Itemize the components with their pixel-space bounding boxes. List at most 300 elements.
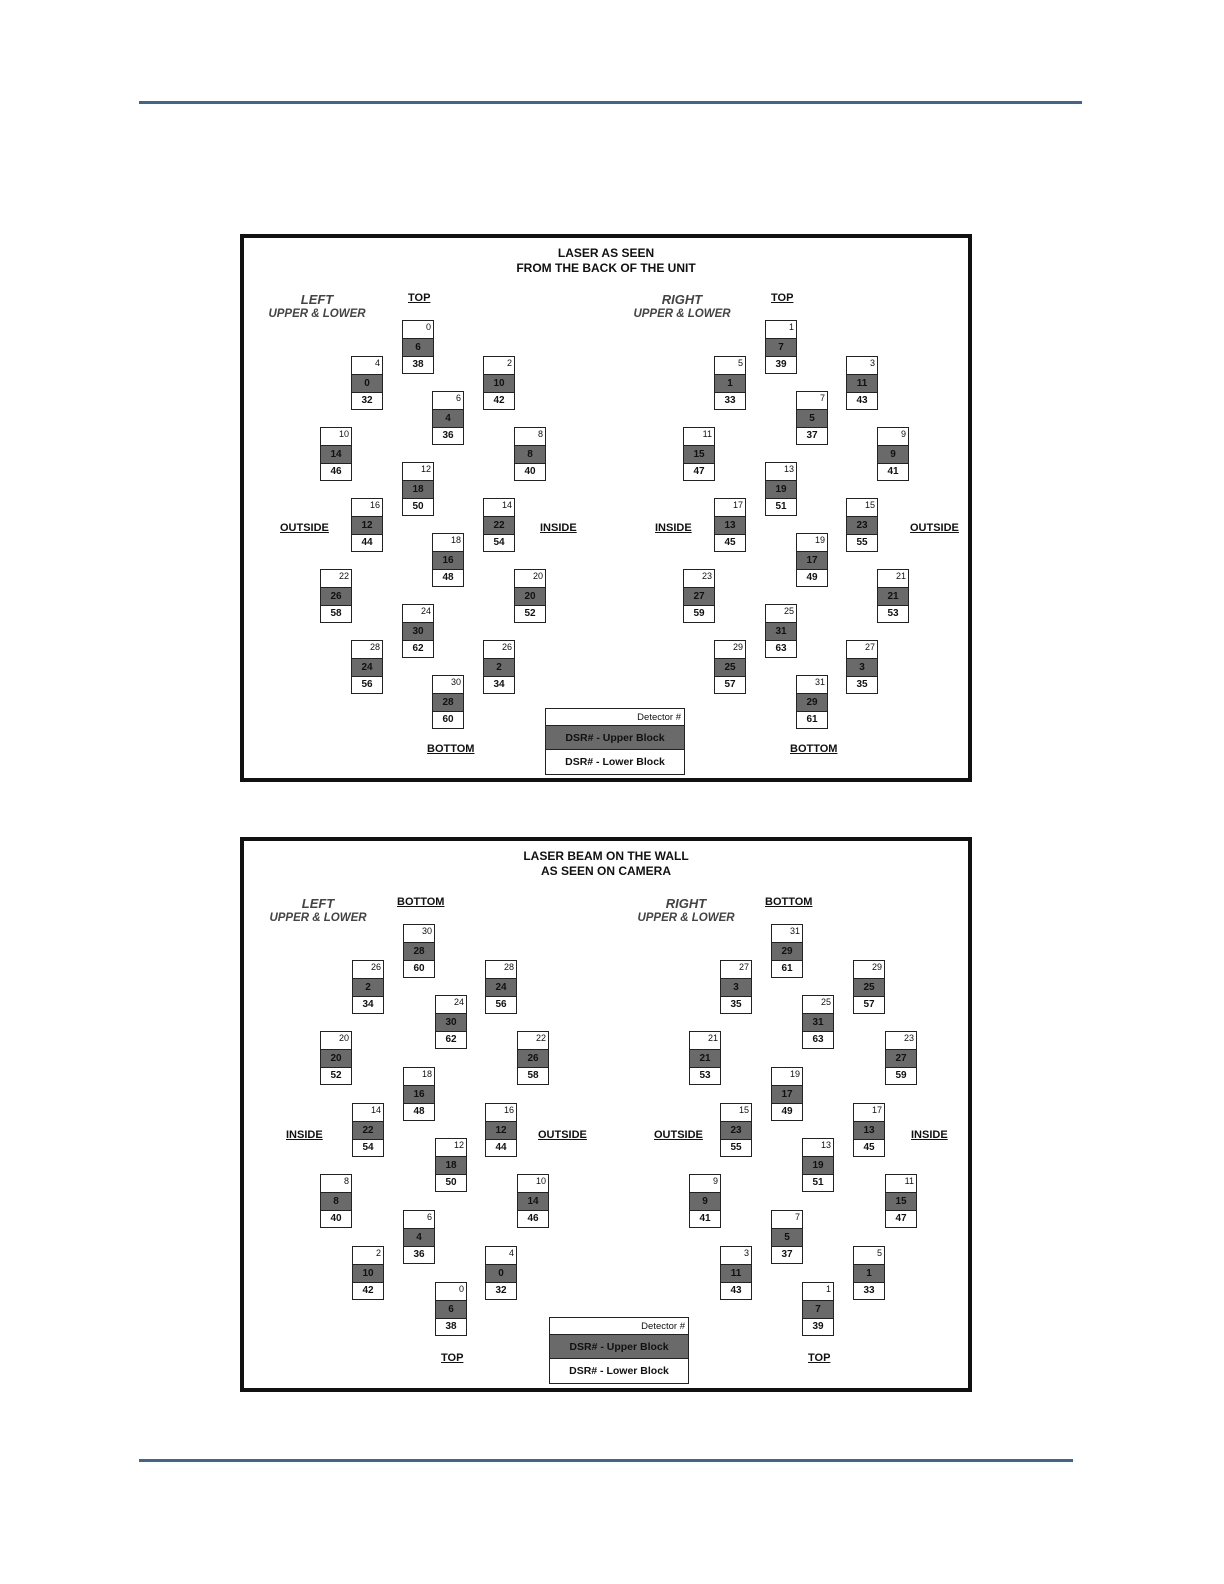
left-side-title (264, 292, 370, 322)
left-detector-block (432, 533, 464, 587)
right-inner-label: OUTSIDE (654, 1129, 703, 1141)
detector-number: 14 (353, 1104, 383, 1122)
right-detector-block (765, 604, 797, 658)
lower-dsr: 51 (812, 1177, 824, 1188)
right-detector-block (796, 391, 828, 445)
lower-dsr: 41 (699, 1213, 711, 1224)
legend-lower-block: DSR# - Lower Block (569, 1365, 669, 1377)
upper-dsr: 27 (684, 588, 714, 606)
lower-dsr: 55 (730, 1142, 742, 1153)
detector-number: 27 (847, 641, 877, 659)
detector-number: 19 (772, 1068, 802, 1086)
detector-number: 24 (403, 605, 433, 623)
lower-dsr: 48 (413, 1106, 425, 1117)
detector-number: 28 (352, 641, 382, 659)
detector-number: 9 (690, 1175, 720, 1193)
left-detector-block (352, 960, 384, 1014)
lower-dsr: 35 (730, 999, 742, 1010)
right-detector-block (853, 1103, 885, 1157)
left-detector-block (435, 1282, 467, 1336)
upper-dsr: 22 (353, 1122, 383, 1140)
lower-dsr: 60 (413, 963, 425, 974)
right-detector-block (796, 533, 828, 587)
detector-number: 10 (321, 428, 351, 446)
lower-dsr: 40 (330, 1213, 342, 1224)
lower-dsr: 37 (781, 1249, 793, 1260)
left-detector-block (483, 498, 515, 552)
lower-dsr: 39 (775, 359, 787, 370)
lower-dsr: 55 (856, 537, 868, 548)
right-detector-block (689, 1174, 721, 1228)
detector-number: 30 (404, 925, 434, 943)
detector-number: 16 (486, 1104, 516, 1122)
lower-dsr: 32 (495, 1285, 507, 1296)
left-title-line-2: UPPER & LOWER (269, 912, 367, 924)
legend-detector-header: Detector # (546, 709, 684, 726)
footer-rule (139, 1459, 1073, 1462)
detector-number: 19 (797, 534, 827, 552)
detector-number: 7 (797, 392, 827, 410)
lower-dsr: 47 (693, 466, 705, 477)
lower-dsr: 51 (775, 501, 787, 512)
lower-dsr: 46 (527, 1213, 539, 1224)
right-detector-block (853, 960, 885, 1014)
lower-dsr: 49 (806, 572, 818, 583)
left-detector-block (320, 1031, 352, 1085)
upper-dsr: 27 (886, 1050, 916, 1068)
detector-number: 15 (721, 1104, 751, 1122)
left-detector-block (517, 1031, 549, 1085)
upper-dsr: 5 (772, 1229, 802, 1247)
upper-dsr: 13 (715, 517, 745, 535)
lower-dsr: 52 (330, 1070, 342, 1081)
upper-dsr: 28 (433, 694, 463, 712)
upper-dsr: 23 (721, 1122, 751, 1140)
lower-dsr: 63 (812, 1034, 824, 1045)
upper-dsr: 20 (515, 588, 545, 606)
left-bottom-label: BOTTOM (427, 743, 475, 755)
left-detector-block (403, 924, 435, 978)
detector-number: 4 (352, 357, 382, 375)
left-detector-block (351, 640, 383, 694)
detector-number: 16 (352, 499, 382, 517)
detector-number: 26 (353, 961, 383, 979)
left-detector-block (351, 356, 383, 410)
diagram-title (244, 849, 968, 879)
left-title-line-1: LEFT (300, 292, 334, 307)
upper-dsr: 19 (803, 1157, 833, 1175)
upper-dsr: 31 (766, 623, 796, 641)
upper-dsr: 11 (721, 1265, 751, 1283)
legend-detector-header: Detector # (550, 1318, 688, 1335)
legend (545, 708, 685, 775)
detector-number: 3 (847, 357, 877, 375)
upper-dsr: 4 (404, 1229, 434, 1247)
detector-number: 9 (878, 428, 908, 446)
left-detector-block (485, 960, 517, 1014)
detector-number: 21 (690, 1032, 720, 1050)
detector-number: 3 (721, 1247, 751, 1265)
right-detector-block (720, 960, 752, 1014)
lower-dsr: 40 (524, 466, 536, 477)
lower-dsr: 32 (361, 395, 373, 406)
left-title-line-2: UPPER & LOWER (268, 308, 366, 320)
lower-dsr: 53 (699, 1070, 711, 1081)
upper-dsr: 30 (436, 1014, 466, 1032)
detector-number: 20 (321, 1032, 351, 1050)
detector-number: 17 (854, 1104, 884, 1122)
right-detector-block (846, 356, 878, 410)
lower-dsr: 36 (442, 430, 454, 441)
upper-dsr: 6 (403, 339, 433, 357)
lower-dsr: 54 (493, 537, 505, 548)
right-detector-block (765, 320, 797, 374)
left-detector-block (514, 569, 546, 623)
right-detector-block (714, 356, 746, 410)
lower-dsr: 44 (495, 1142, 507, 1153)
upper-dsr: 8 (515, 446, 545, 464)
left-inner-label: INSIDE (540, 522, 577, 534)
right-detector-block (771, 1067, 803, 1121)
lower-dsr: 42 (493, 395, 505, 406)
lower-dsr: 41 (887, 466, 899, 477)
detector-number: 23 (684, 570, 714, 588)
legend-upper-block: DSR# - Upper Block (550, 1335, 688, 1359)
upper-dsr: 2 (353, 979, 383, 997)
title-line-1: LASER AS SEEN (557, 246, 655, 260)
left-title-line-1: LEFT (301, 896, 335, 911)
lower-dsr: 56 (495, 999, 507, 1010)
left-detector-block (403, 1210, 435, 1264)
upper-dsr: 19 (766, 481, 796, 499)
right-side-title (629, 292, 735, 322)
detector-number: 5 (715, 357, 745, 375)
diagram-beam-on-wall (240, 837, 972, 1392)
upper-dsr: 6 (436, 1301, 466, 1319)
lower-dsr: 43 (856, 395, 868, 406)
right-bottom-label: TOP (808, 1352, 831, 1364)
detector-number: 2 (353, 1247, 383, 1265)
lower-dsr: 44 (361, 537, 373, 548)
right-detector-block (846, 640, 878, 694)
left-detector-block (514, 427, 546, 481)
detector-number: 17 (715, 499, 745, 517)
detector-number: 29 (854, 961, 884, 979)
right-title-line-2: UPPER & LOWER (633, 308, 731, 320)
detector-number: 6 (404, 1211, 434, 1229)
left-detector-block (402, 320, 434, 374)
upper-dsr: 4 (433, 410, 463, 428)
left-detector-block (320, 1174, 352, 1228)
right-outer-label: OUTSIDE (910, 522, 959, 534)
lower-dsr: 42 (362, 1285, 374, 1296)
lower-dsr: 50 (412, 501, 424, 512)
right-outer-label: INSIDE (911, 1129, 948, 1141)
upper-dsr: 8 (321, 1193, 351, 1211)
left-detector-block (352, 1103, 384, 1157)
right-title-line-2: UPPER & LOWER (637, 912, 735, 924)
right-bottom-label: BOTTOM (790, 743, 838, 755)
upper-dsr: 5 (797, 410, 827, 428)
detector-number: 8 (321, 1175, 351, 1193)
upper-dsr: 7 (766, 339, 796, 357)
detector-number: 25 (803, 996, 833, 1014)
upper-dsr: 3 (847, 659, 877, 677)
right-detector-block (877, 569, 909, 623)
lower-dsr: 36 (413, 1249, 425, 1260)
upper-dsr: 15 (684, 446, 714, 464)
diagram-title (244, 246, 968, 276)
left-detector-block (517, 1174, 549, 1228)
diagram-laser-from-back (240, 234, 972, 782)
lower-dsr: 58 (330, 608, 342, 619)
left-outer-label: INSIDE (286, 1129, 323, 1141)
left-outer-label: OUTSIDE (280, 522, 329, 534)
detector-number: 12 (403, 463, 433, 481)
right-detector-block (853, 1246, 885, 1300)
lower-dsr: 57 (724, 679, 736, 690)
upper-dsr: 9 (878, 446, 908, 464)
lower-dsr: 58 (527, 1070, 539, 1081)
right-detector-block (765, 462, 797, 516)
right-detector-block (802, 1282, 834, 1336)
upper-dsr: 12 (352, 517, 382, 535)
lower-dsr: 61 (806, 714, 818, 725)
detector-number: 12 (436, 1139, 466, 1157)
upper-dsr: 29 (772, 943, 802, 961)
detector-number: 0 (403, 321, 433, 339)
upper-dsr: 1 (715, 375, 745, 393)
right-side-title (633, 896, 739, 926)
legend (549, 1317, 689, 1384)
lower-dsr: 45 (724, 537, 736, 548)
detector-number: 18 (433, 534, 463, 552)
detector-number: 10 (518, 1175, 548, 1193)
lower-dsr: 43 (730, 1285, 742, 1296)
left-top-label: BOTTOM (397, 896, 445, 908)
right-top-label: BOTTOM (765, 896, 813, 908)
right-title-line-1: RIGHT (665, 896, 707, 911)
lower-dsr: 63 (775, 643, 787, 654)
upper-dsr: 7 (803, 1301, 833, 1319)
detector-number: 29 (715, 641, 745, 659)
detector-number: 30 (433, 676, 463, 694)
lower-dsr: 53 (887, 608, 899, 619)
upper-dsr: 17 (772, 1086, 802, 1104)
right-detector-block (877, 427, 909, 481)
left-detector-block (320, 427, 352, 481)
detector-number: 28 (486, 961, 516, 979)
lower-dsr: 60 (442, 714, 454, 725)
right-inner-label: INSIDE (655, 522, 692, 534)
upper-dsr: 10 (353, 1265, 383, 1283)
right-detector-block (885, 1174, 917, 1228)
lower-dsr: 38 (445, 1321, 457, 1332)
left-detector-block (435, 995, 467, 1049)
left-inner-label: OUTSIDE (538, 1129, 587, 1141)
left-detector-block (403, 1067, 435, 1121)
upper-dsr: 29 (797, 694, 827, 712)
title-line-2: FROM THE BACK OF THE UNIT (516, 261, 696, 275)
right-detector-block (720, 1103, 752, 1157)
lower-dsr: 33 (724, 395, 736, 406)
lower-dsr: 49 (781, 1106, 793, 1117)
detector-number: 31 (772, 925, 802, 943)
right-detector-block (720, 1246, 752, 1300)
detector-number: 26 (484, 641, 514, 659)
detector-number: 22 (321, 570, 351, 588)
detector-number: 23 (886, 1032, 916, 1050)
right-detector-block (771, 924, 803, 978)
lower-dsr: 46 (330, 466, 342, 477)
upper-dsr: 21 (878, 588, 908, 606)
right-detector-block (689, 1031, 721, 1085)
lower-dsr: 47 (895, 1213, 907, 1224)
lower-dsr: 59 (693, 608, 705, 619)
lower-dsr: 59 (895, 1070, 907, 1081)
lower-dsr: 62 (445, 1034, 457, 1045)
right-detector-block (802, 1138, 834, 1192)
upper-dsr: 10 (484, 375, 514, 393)
upper-dsr: 3 (721, 979, 751, 997)
detector-number: 5 (854, 1247, 884, 1265)
detector-number: 4 (486, 1247, 516, 1265)
detector-number: 14 (484, 499, 514, 517)
upper-dsr: 24 (486, 979, 516, 997)
detector-number: 11 (684, 428, 714, 446)
lower-dsr: 61 (781, 963, 793, 974)
right-detector-block (714, 498, 746, 552)
upper-dsr: 15 (886, 1193, 916, 1211)
upper-dsr: 25 (854, 979, 884, 997)
detector-number: 11 (886, 1175, 916, 1193)
lower-dsr: 34 (362, 999, 374, 1010)
right-detector-block (683, 427, 715, 481)
upper-dsr: 12 (486, 1122, 516, 1140)
lower-dsr: 50 (445, 1177, 457, 1188)
upper-dsr: 30 (403, 623, 433, 641)
left-detector-block (485, 1103, 517, 1157)
detector-number: 18 (404, 1068, 434, 1086)
lower-dsr: 62 (412, 643, 424, 654)
detector-number: 1 (803, 1283, 833, 1301)
upper-dsr: 25 (715, 659, 745, 677)
detector-number: 25 (766, 605, 796, 623)
left-detector-block (432, 391, 464, 445)
right-detector-block (802, 995, 834, 1049)
left-bottom-label: TOP (441, 1352, 464, 1364)
title-line-1: LASER BEAM ON THE WALL (523, 849, 689, 863)
right-title-line-1: RIGHT (661, 292, 703, 307)
left-detector-block (483, 356, 515, 410)
upper-dsr: 18 (403, 481, 433, 499)
lower-dsr: 48 (442, 572, 454, 583)
detector-number: 13 (803, 1139, 833, 1157)
detector-number: 15 (847, 499, 877, 517)
left-detector-block (351, 498, 383, 552)
right-detector-block (796, 675, 828, 729)
upper-dsr: 24 (352, 659, 382, 677)
legend-upper-block: DSR# - Upper Block (546, 726, 684, 750)
upper-dsr: 13 (854, 1122, 884, 1140)
left-detector-block (402, 462, 434, 516)
detector-number: 21 (878, 570, 908, 588)
right-detector-block (714, 640, 746, 694)
left-detector-block (352, 1246, 384, 1300)
right-top-label: TOP (771, 292, 794, 304)
upper-dsr: 9 (690, 1193, 720, 1211)
lower-dsr: 56 (361, 679, 373, 690)
upper-dsr: 26 (518, 1050, 548, 1068)
detector-number: 20 (515, 570, 545, 588)
detector-number: 27 (721, 961, 751, 979)
upper-dsr: 17 (797, 552, 827, 570)
upper-dsr: 23 (847, 517, 877, 535)
left-detector-block (435, 1138, 467, 1192)
lower-dsr: 35 (856, 679, 868, 690)
upper-dsr: 0 (486, 1265, 516, 1283)
right-detector-block (885, 1031, 917, 1085)
detector-number: 8 (515, 428, 545, 446)
legend-lower-block: DSR# - Lower Block (565, 756, 665, 768)
left-detector-block (485, 1246, 517, 1300)
lower-dsr: 39 (812, 1321, 824, 1332)
right-detector-block (683, 569, 715, 623)
lower-dsr: 33 (863, 1285, 875, 1296)
detector-number: 24 (436, 996, 466, 1014)
upper-dsr: 28 (404, 943, 434, 961)
left-detector-block (483, 640, 515, 694)
upper-dsr: 22 (484, 517, 514, 535)
upper-dsr: 2 (484, 659, 514, 677)
upper-dsr: 26 (321, 588, 351, 606)
detector-number: 1 (766, 321, 796, 339)
detector-number: 31 (797, 676, 827, 694)
right-detector-block (771, 1210, 803, 1264)
upper-dsr: 31 (803, 1014, 833, 1032)
lower-dsr: 45 (863, 1142, 875, 1153)
lower-dsr: 34 (493, 679, 505, 690)
detector-number: 0 (436, 1283, 466, 1301)
lower-dsr: 54 (362, 1142, 374, 1153)
upper-dsr: 16 (404, 1086, 434, 1104)
lower-dsr: 38 (412, 359, 424, 370)
left-top-label: TOP (408, 292, 431, 304)
upper-dsr: 11 (847, 375, 877, 393)
left-detector-block (402, 604, 434, 658)
title-line-2: AS SEEN ON CAMERA (540, 864, 671, 878)
detector-number: 22 (518, 1032, 548, 1050)
header-rule (139, 101, 1082, 104)
detector-number: 13 (766, 463, 796, 481)
lower-dsr: 37 (806, 430, 818, 441)
upper-dsr: 14 (518, 1193, 548, 1211)
right-detector-block (846, 498, 878, 552)
left-side-title (265, 896, 371, 926)
left-detector-block (432, 675, 464, 729)
upper-dsr: 18 (436, 1157, 466, 1175)
lower-dsr: 52 (524, 608, 536, 619)
detector-number: 2 (484, 357, 514, 375)
upper-dsr: 0 (352, 375, 382, 393)
upper-dsr: 21 (690, 1050, 720, 1068)
detector-number: 6 (433, 392, 463, 410)
upper-dsr: 16 (433, 552, 463, 570)
lower-dsr: 57 (863, 999, 875, 1010)
left-detector-block (320, 569, 352, 623)
upper-dsr: 14 (321, 446, 351, 464)
upper-dsr: 1 (854, 1265, 884, 1283)
